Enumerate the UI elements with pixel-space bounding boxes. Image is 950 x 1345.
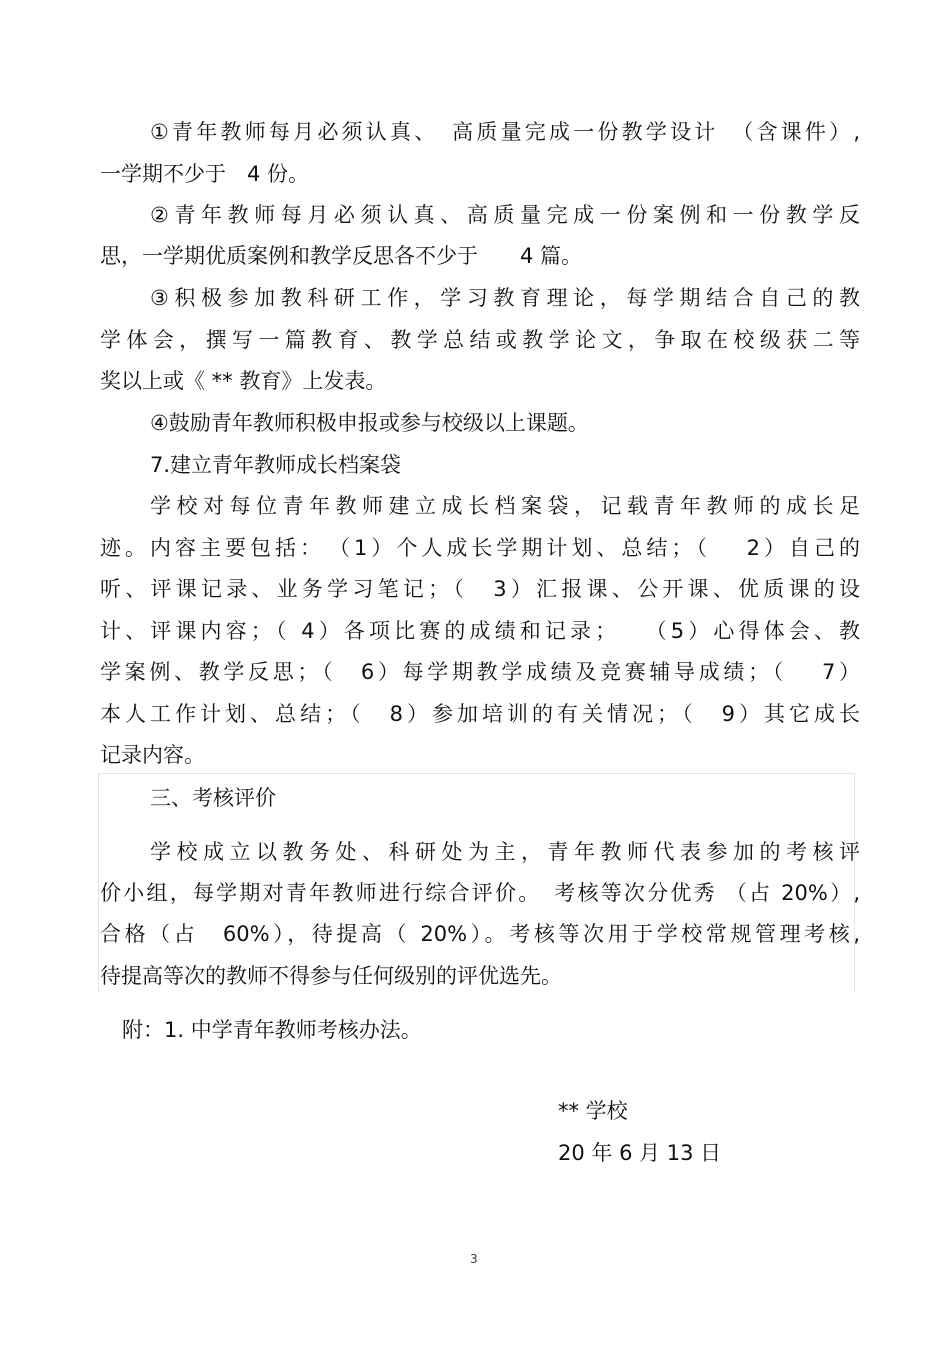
text-line: 思，一学期优质案例和教学反思各不少于 4 篇。 xyxy=(100,244,583,268)
text-line: ②青年教师每月必须认真、高质量完成一份案例和一份教学反 xyxy=(150,203,860,227)
signature-org: ** 学校 xyxy=(558,1099,628,1123)
text-line: 迹。内容主要包括： （1）个人成长学期计划、总结；（ 2）自己的 xyxy=(100,536,860,560)
section-heading: 7.建立青年教师成长档案袋 xyxy=(150,453,402,477)
page-number: 3 xyxy=(470,1252,478,1266)
text-line: ④鼓励青年教师积极申报或参与校级以上课题。 xyxy=(150,411,589,435)
text-line: 计、评课内容；（ 4）各项比赛的成绩和记录； （5）心得体会、教 xyxy=(100,619,860,643)
text-line: 学校对每位青年教师建立成长档案袋，记载青年教师的成长足 xyxy=(150,494,860,518)
text-line: 一学期不少于 4 份。 xyxy=(100,162,310,186)
text-line: 奖以上或《 ** 教育》上发表。 xyxy=(100,369,387,393)
section-heading: 三、考核评价 xyxy=(150,786,276,810)
text-line: 待提高等次的教师不得参与任何级别的评优选先。 xyxy=(100,964,562,988)
text-line: 学体会，撰写一篇教育、教学总结或教学论文，争取在校级获二等 xyxy=(100,328,860,352)
text-line: ③积极参加教科研工作，学习教育理论，每学期结合自己的教 xyxy=(150,286,860,310)
attachment-note: 附：1. 中学青年教师考核办法。 xyxy=(122,1018,422,1042)
text-line: 本人工作计划、总结；（ 8）参加培训的有关情况；（ 9）其它成长 xyxy=(100,702,860,726)
text-line: 记录内容。 xyxy=(100,743,205,767)
text-line: 价小组，每学期对青年教师进行综合评价。 考核等次分优秀 （占 20%）, xyxy=(100,881,860,905)
text-line: 学校成立以教务处、科研处为主，青年教师代表参加的考核评 xyxy=(150,840,860,864)
text-line: 学案例、教学反思；（ 6）每学期教学成绩及竞赛辅导成绩；（ 7） xyxy=(100,660,860,684)
signature-date: 20 年 6 月 13 日 xyxy=(558,1141,722,1165)
text-line: ①青年教师每月必须认真、 高质量完成一份教学设计 （含课件）, xyxy=(150,120,860,144)
text-line: 合格（占 60%），待提高（ 20%）。考核等次用于学校常规管理考核, xyxy=(100,922,860,946)
text-line: 听、评课记录、业务学习笔记；（ 3）汇报课、公开课、优质课的设 xyxy=(100,577,860,601)
